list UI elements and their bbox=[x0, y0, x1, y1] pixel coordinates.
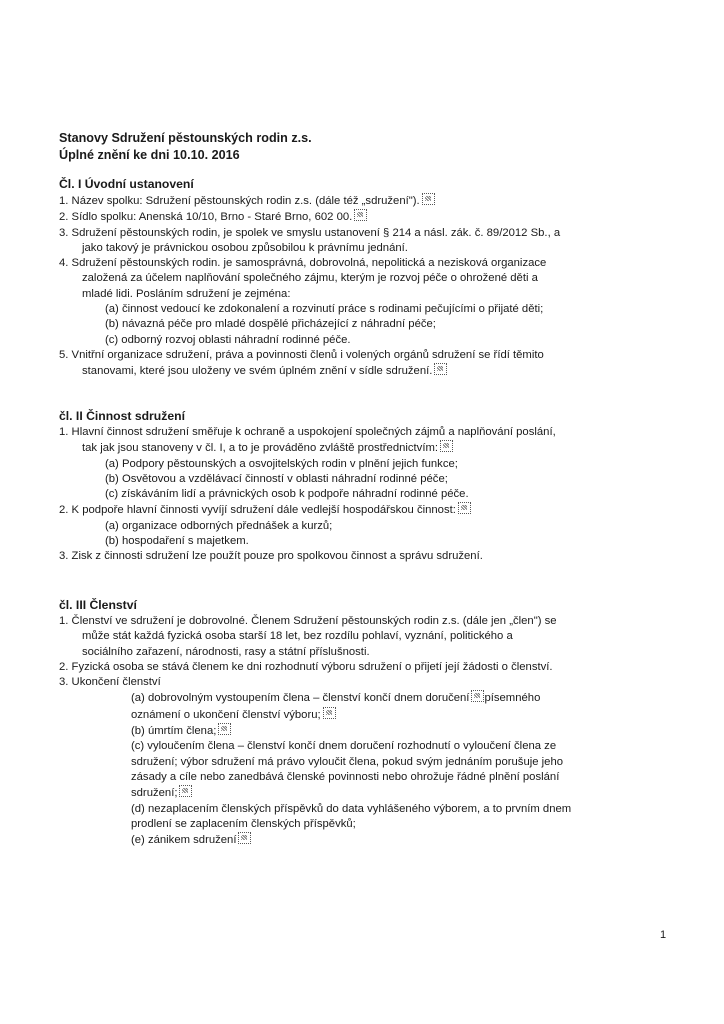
s2-item-1-line-1: 1. Hlavní činnost sdružení směřuje k ochraně a uspokojení společných zájmů a naplňování poslání, bbox=[59, 426, 556, 438]
s2-item-1-sub-b: (b) Osvětovou a vzdělávací činností v oblasti náhradní rodinné péče; bbox=[105, 472, 448, 485]
s2-item-2-line-1 bbox=[59, 502, 679, 518]
s2-item-1-sub-c: (c) získáváním lidí a právnických osob k podpoře náhradní rodinné péče. bbox=[105, 488, 469, 501]
s2-item-2 bbox=[59, 502, 679, 549]
s3-item-1 bbox=[59, 614, 679, 660]
page-number: 1 bbox=[660, 929, 667, 941]
s2-item-3: 3. Zisk z činnosti sdružení lze použít pouze pro spolkovou činnost a správu sdružení. bbox=[59, 550, 483, 563]
placeholder-glyph-icon bbox=[179, 785, 192, 797]
s1-item-4-sub-a: (a) činnost vedoucí ke zdokonalení a rozvinutí práce s rodinami pečujícími o přijaté děti; bbox=[105, 303, 544, 316]
s3-item-3-d-line-1: (d) nezaplacením členských příspěvků do data vyhlášeného výborem, a to prvním dnem bbox=[131, 802, 572, 815]
s1-item-4-sub-b: (b) návazná péče pro mladé dospělé přicházející z náhradní péče; bbox=[105, 318, 436, 331]
s1-item-3 bbox=[59, 226, 679, 257]
s3-item-3-c-line-3: zásady a cíle nebo zanedbává členské povinnosti nebo ohrožuje řádné plnění poslání bbox=[131, 770, 560, 783]
s3-item-3-a-text-2: písemného bbox=[484, 692, 541, 705]
s2-item-2-text: 2. K podpoře hlavní činnosti vyvíjí sdružení dále vedlejší hospodářskou činnost: bbox=[59, 504, 456, 517]
placeholder-glyph-icon bbox=[440, 440, 453, 452]
s2-item-2-sub-a: (a) organizace odborných přednášek a kurzů; bbox=[105, 519, 333, 532]
s2-item-1-line-2 bbox=[59, 440, 679, 456]
s1-item-4-sub-c: (c) odborný rozvoj oblasti náhradní rodinné péče. bbox=[105, 333, 351, 346]
section-1-heading: Čl. I Úvodní ustanovení bbox=[59, 177, 194, 191]
s1-item-4-line-2: založená za účelem naplňování společného zájmu, kterým je rozvoj péče o ohrožené děti a bbox=[82, 272, 538, 285]
s3-item-3-e-text: (e) zánikem sdružení bbox=[131, 834, 237, 847]
section-2-heading: čl. II Činnost sdružení bbox=[59, 409, 185, 423]
s3-item-3-d-line-2: prodlení se zaplacením členských příspěvků; bbox=[131, 817, 356, 830]
s3-item-3-b-text: (b) úmrtím člena; bbox=[131, 725, 217, 738]
section-3 bbox=[59, 597, 679, 848]
section-1 bbox=[59, 176, 679, 380]
s3-item-3-heading: 3. Ukončení členství bbox=[59, 676, 161, 689]
title-line-1: Stanovy Sdružení pěstounských rodin z.s. bbox=[59, 131, 312, 145]
placeholder-glyph-icon bbox=[422, 193, 435, 205]
placeholder-glyph-icon bbox=[238, 832, 251, 844]
s1-item-5-line-2-text: stanovami, které jsou uloženy ve svém úplném znění v sídle sdružení. bbox=[82, 365, 433, 378]
placeholder-glyph-icon bbox=[434, 363, 447, 375]
section-3-heading: čl. III Členství bbox=[59, 598, 137, 612]
s3-item-3-c-line-2: sdružení; výbor sdružení má právo vyloučit člena, pokud svým jednáním porušuje jeho bbox=[131, 755, 564, 768]
s1-item-4-line-1: 4. Sdružení pěstounských rodin. je samosprávná, dobrovolná, nepolitická a nezisková organizace bbox=[59, 257, 547, 270]
s3-item-3 bbox=[59, 675, 679, 848]
s3-item-3-a-line-2 bbox=[131, 707, 679, 723]
s2-item-1-line-2-text: tak jak jsou stanoveny v čl. I, a to je prováděno zvláště prostřednictvím: bbox=[82, 442, 439, 455]
s3-item-2: 2. Fyzická osoba se stává členem ke dni rozhodnutí výboru sdružení o přijetí její žádosti o členství. bbox=[59, 660, 553, 673]
s3-item-1-line-3: sociálního zařazení, národnosti, rasy a státní příslušnosti. bbox=[82, 645, 370, 658]
placeholder-glyph-icon bbox=[458, 502, 471, 514]
s1-item-3-line-1: 3. Sdružení pěstounských rodin, je spolek ve smyslu ustanovení § 214 a násl. zák. č. 89/2012 Sb., a bbox=[59, 226, 561, 239]
s3-item-3-c-text-4: sdružení; bbox=[131, 787, 178, 800]
placeholder-glyph-icon bbox=[323, 707, 336, 719]
s3-item-3-a-text-3: oznámení o ukončení členství výboru; bbox=[131, 708, 321, 721]
s3-item-3-c bbox=[131, 739, 679, 801]
title-line-2: Úplné znění ke dni 10.10. 2016 bbox=[59, 148, 240, 162]
s3-item-3-a bbox=[131, 690, 679, 723]
s3-item-3-c-line-1: (c) vyloučením člena – členství končí dnem doručení rozhodnutí o vyloučení člena ze bbox=[131, 740, 557, 753]
s2-item-1 bbox=[59, 425, 679, 502]
s2-item-2-sub-b: (b) hospodaření s majetkem. bbox=[105, 535, 249, 548]
s3-item-1-line-1: 1. Členství ve sdružení je dobrovolné. Členem Sdružení pěstounských rodin z.s. (dále jen „člen") se bbox=[59, 615, 557, 627]
document-title bbox=[59, 130, 312, 164]
placeholder-glyph-icon bbox=[218, 723, 231, 735]
section-2 bbox=[59, 408, 679, 565]
s1-item-5-line-2 bbox=[59, 363, 679, 379]
s1-item-4 bbox=[59, 256, 679, 348]
s1-item-5-line-1: 5. Vnitřní organizace sdružení, práva a povinnosti členů i volených orgánů sdružení se řídí těmito bbox=[59, 348, 544, 361]
s1-item-2-text: 2. Sídlo spolku: Anenská 10/10, Brno - Staré Brno, 602 00. bbox=[59, 211, 353, 224]
s1-item-2 bbox=[59, 209, 679, 225]
s3-item-3-a-text-1: (a) dobrovolným vystoupením člena – členství končí dnem doručení bbox=[131, 692, 470, 705]
s1-item-4-line-3: mladé lidi. Posláním sdružení je zejména: bbox=[82, 287, 291, 300]
s3-item-3-e bbox=[131, 832, 679, 848]
s3-item-1-line-2: může stát každá fyzická osoba starší 18 let, bez rozdílu pohlaví, vyznání, politického a bbox=[82, 630, 513, 643]
s2-item-1-sub-a: (a) Podpory pěstounských a osvojitelských rodin v plnění jejich funkce; bbox=[105, 457, 458, 470]
s3-item-3-a-line-1 bbox=[131, 690, 679, 706]
s1-item-1-text: 1. Název spolku: Sdružení pěstounských rodin z.s. (dále též „sdružení"). bbox=[59, 195, 420, 207]
placeholder-glyph-icon bbox=[354, 209, 367, 221]
placeholder-glyph-icon bbox=[471, 690, 484, 702]
s3-item-3-d bbox=[131, 802, 679, 833]
s1-item-1 bbox=[59, 193, 679, 209]
s1-item-5 bbox=[59, 348, 679, 380]
s3-item-3-b bbox=[131, 723, 679, 739]
s1-item-3-line-2: jako takový je právnickou osobou způsobilou k právnímu jednání. bbox=[82, 241, 408, 254]
s3-item-3-c-line-4 bbox=[131, 785, 679, 801]
